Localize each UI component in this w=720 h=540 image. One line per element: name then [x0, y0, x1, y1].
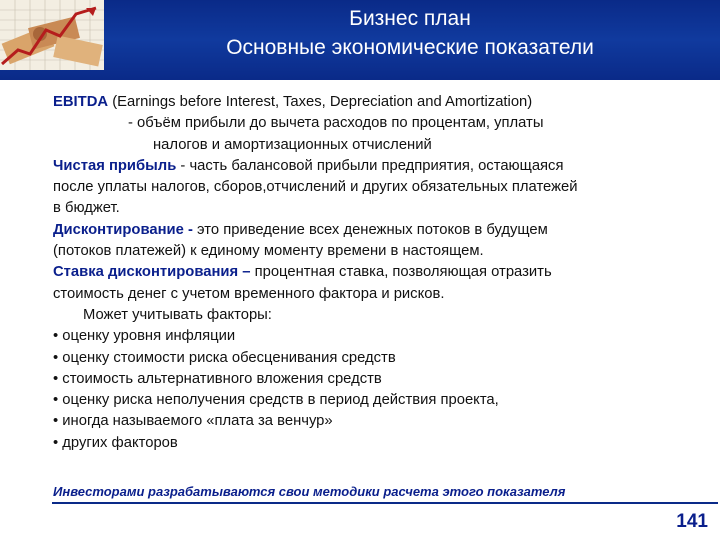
discount-rate-term: Ставка дисконтирования – — [53, 264, 251, 281]
slide-header — [0, 0, 720, 80]
discounting-line — [53, 220, 718, 241]
slide-title: Бизнес план — [349, 7, 471, 30]
factor-item: • оценку риска неполучения средств в период действия проекта, — [53, 392, 499, 409]
factors-intro: Может учитывать факторы: — [83, 306, 272, 323]
money-chart-icon — [0, 0, 104, 70]
footer-note: Инвесторами разрабатываются свои методики расчета этого показателя — [53, 484, 566, 499]
factor-item: • иногда называемого «плата за венчур» — [53, 413, 333, 430]
net-profit-text: - часть балансовой прибыли предприятия, остающаяся — [176, 157, 564, 174]
discounting-term: Дисконтирование - — [53, 221, 193, 238]
ebitda-text: (Earnings before Interest, Taxes, Depreciation and Amortization) — [108, 94, 533, 110]
discount-rate-line-2: стоимость денег с учетом временного фактора и рисков. — [53, 285, 445, 302]
ebitda-term: EBITDA — [53, 94, 109, 110]
ebitda-definition-2: налогов и амортизационных отчислений — [153, 136, 432, 153]
net-profit-line-3: в бюджет. — [53, 200, 120, 217]
money-chart-image — [0, 0, 104, 70]
slide-content — [53, 92, 718, 454]
factor-item: • других факторов — [53, 434, 178, 451]
factor-item: • стоимость альтернативного вложения средств — [53, 370, 382, 387]
footer-divider — [52, 502, 718, 504]
factor-item: • оценку уровня инфляции — [53, 328, 236, 345]
net-profit-line — [53, 156, 718, 177]
slide-subtitle: Основные экономические показатели — [226, 36, 594, 59]
factor-item: • оценку стоимости риска обесценивания средств — [53, 349, 396, 366]
discounting-text: это приведение всех денежных потоков в будущем — [192, 221, 548, 238]
page-number: 141 — [676, 511, 708, 532]
discount-rate-line — [53, 262, 718, 283]
ebitda-definition-1: - объём прибыли до вычета расходов по процентам, уплаты — [128, 115, 544, 132]
discounting-line-2: (потоков платежей) к единому моменту времени в настоящем. — [53, 243, 484, 260]
ebitda-line — [53, 92, 718, 113]
net-profit-line-2: после уплаты налогов, сборов,отчислений и других обязательных платежей — [53, 179, 578, 196]
net-profit-term: Чистая прибыль — [53, 157, 177, 174]
discount-rate-text: процентная ставка, позволяющая отразить — [250, 264, 552, 281]
